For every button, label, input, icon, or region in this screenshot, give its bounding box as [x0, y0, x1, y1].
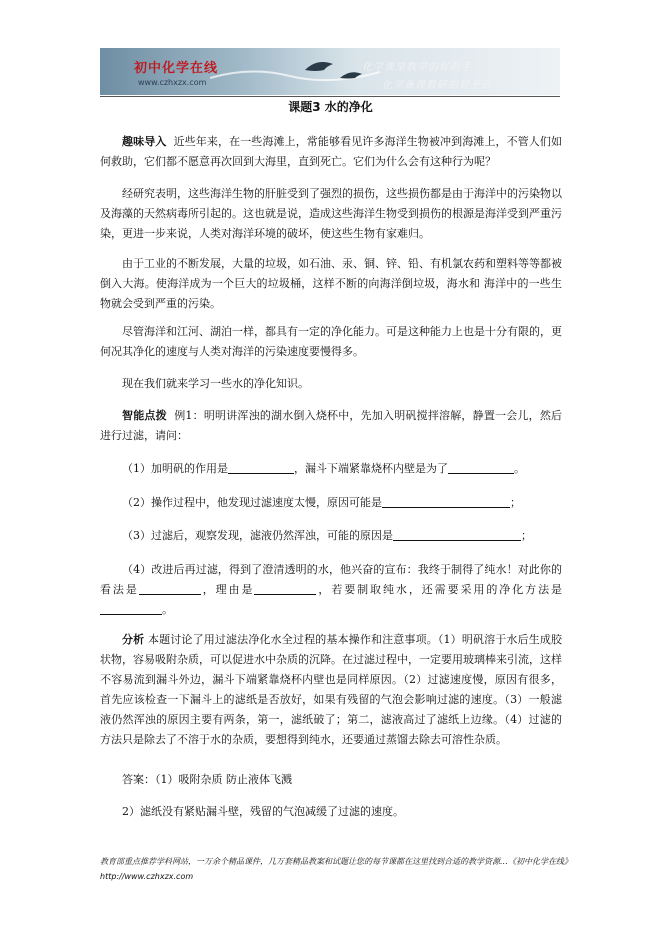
analysis-paragraph: [100, 630, 562, 750]
skill-label: 智能点拨: [122, 409, 167, 422]
answer-2: 2）滤纸没有紧贴漏斗壁，残留的气泡减缓了过滤的速度。: [122, 805, 404, 818]
q2-blank[interactable]: [382, 495, 510, 508]
slogan-1: 化学课堂教学的好助手: [362, 62, 472, 73]
q4-blank-2[interactable]: [254, 582, 316, 595]
question-1: [100, 459, 562, 479]
logo-url: www.czhxzx.com: [138, 78, 207, 87]
q2-text-a: （2）操作过程中，他发现过滤速度太慢，原因可能是: [122, 496, 382, 509]
q4-blank-3[interactable]: [100, 602, 162, 615]
paragraph-2: 由于工业的不断发展，大量的垃圾，如石油、汞、铜、锌、铅、有机氯农药和塑料等等都被倒入大海。使海洋成为一个巨大的垃圾桶，这样不断的向海洋倒垃圾，海水和 海洋中的一些生物就会受到严重的污染。: [100, 257, 562, 310]
header-banner: [100, 48, 560, 95]
q4-text-b: ，理由是: [200, 583, 255, 596]
header-divider: [100, 96, 560, 97]
skill-text: 例1：明明讲浑浊的湖水倒入烧杯中，先加入明矾搅拌溶解，静置一会儿，然后进行过滤，请问：: [100, 409, 563, 442]
logo-text: 初中化学在线: [134, 61, 219, 76]
q4-text-a: （4）改进后再过滤，得到了澄清透明的水，他兴奋的宣布：我终于制得了纯水！对此你的看法是: [100, 563, 562, 596]
paragraph-4: 现在我们就来学习一些水的净化知识。: [122, 377, 309, 390]
q2-text-b: ；: [510, 496, 521, 509]
q3-blank[interactable]: [393, 528, 521, 541]
q3-text-b: ；: [521, 529, 532, 542]
q1-text-a: （1）加明矾的作用是: [122, 462, 228, 475]
skill-paragraph: [100, 406, 562, 446]
paragraph-3: 尽管海洋和江河、湖泊一样，都具有一定的净化能力。可是这种能力上也是十分有限的，更何况其净化的速度与人类对海洋的污染速度要慢得多。: [100, 325, 562, 358]
q4-text-c: ，若要制取纯水，还需要采用的净化方法是: [316, 583, 563, 596]
question-2: [100, 493, 562, 513]
q1-text-b: ，漏斗下端紧靠烧杯内壁是为了: [294, 462, 448, 475]
dolphin-wave-icon: [210, 48, 380, 95]
page-title: 课题3 水的净化: [288, 100, 373, 114]
analysis-label: 分析: [122, 633, 145, 646]
intro-label: 趣味导入: [122, 135, 167, 148]
paragraph-1: 经研究表明，这些海洋生物的肝脏受到了强烈的损伤，这些损伤都是由于海洋中的污染物以及海藻的天然病毒所引起的。这也就是说，造成这些海洋生物受到损伤的根源是海洋受到严重污染，更进一步来说，人类对海洋环境的破坏，使这些生物有家难归。: [100, 187, 562, 240]
analysis-text: 本题讨论了用过滤法净化水全过程的基本操作和注意事项。（1）明矾溶于水后生成胶状物，容易吸附杂质，可以促进水中杂质的沉降。在过滤过程中，一定要用玻璃棒来引流，这样不容易流到漏斗外边，漏斗下端紧靠烧杯内壁也是同样原因。（2）过滤速度慢，原因有很多，首先应该检查一下漏斗上的滤纸是否放好，如果有残留的气泡会影响过滤的速度。（3）一般滤液仍然浑浊的原因主要有两条，第一，滤纸破了；第二，滤液高过了滤纸上边缘。（4）过滤的方法只是除去了不溶于水的杂质，要想得到纯水，还要通过蒸馏去除去可溶性杂质。: [100, 633, 563, 746]
intro-text: 近些年来，在一些海滩上，常能够看见许多海洋生物被冲到海滩上，不管人们如何救助，它们都不愿意再次回到大海里，直到死亡。它们为什么会有这种行为呢？: [100, 135, 563, 168]
question-3: [100, 526, 562, 546]
intro-paragraph: [100, 132, 562, 172]
q4-blank-1[interactable]: [139, 582, 201, 595]
q1-blank-2[interactable]: [448, 461, 514, 474]
q4-text-d: 。: [162, 603, 173, 616]
answer-1: 答案：（1）吸附杂质 防止液体飞溅: [122, 773, 292, 786]
q1-text-c: 。: [514, 462, 525, 475]
q1-blank-1[interactable]: [228, 461, 294, 474]
footer-text: 教育部重点推荐学科网站，一万余个精品课件，几万套精品教案和试题让您的每节课都在这里找到合适的教学资源…《初中化学在线》http://www.czhxzx.com: [100, 857, 568, 881]
q3-text-a: （3）过滤后，观察发现，滤液仍然浑浊，可能的原因是: [122, 529, 393, 542]
question-4: [100, 560, 562, 620]
slogan-2: 化学备课教研的好平台: [382, 80, 492, 91]
